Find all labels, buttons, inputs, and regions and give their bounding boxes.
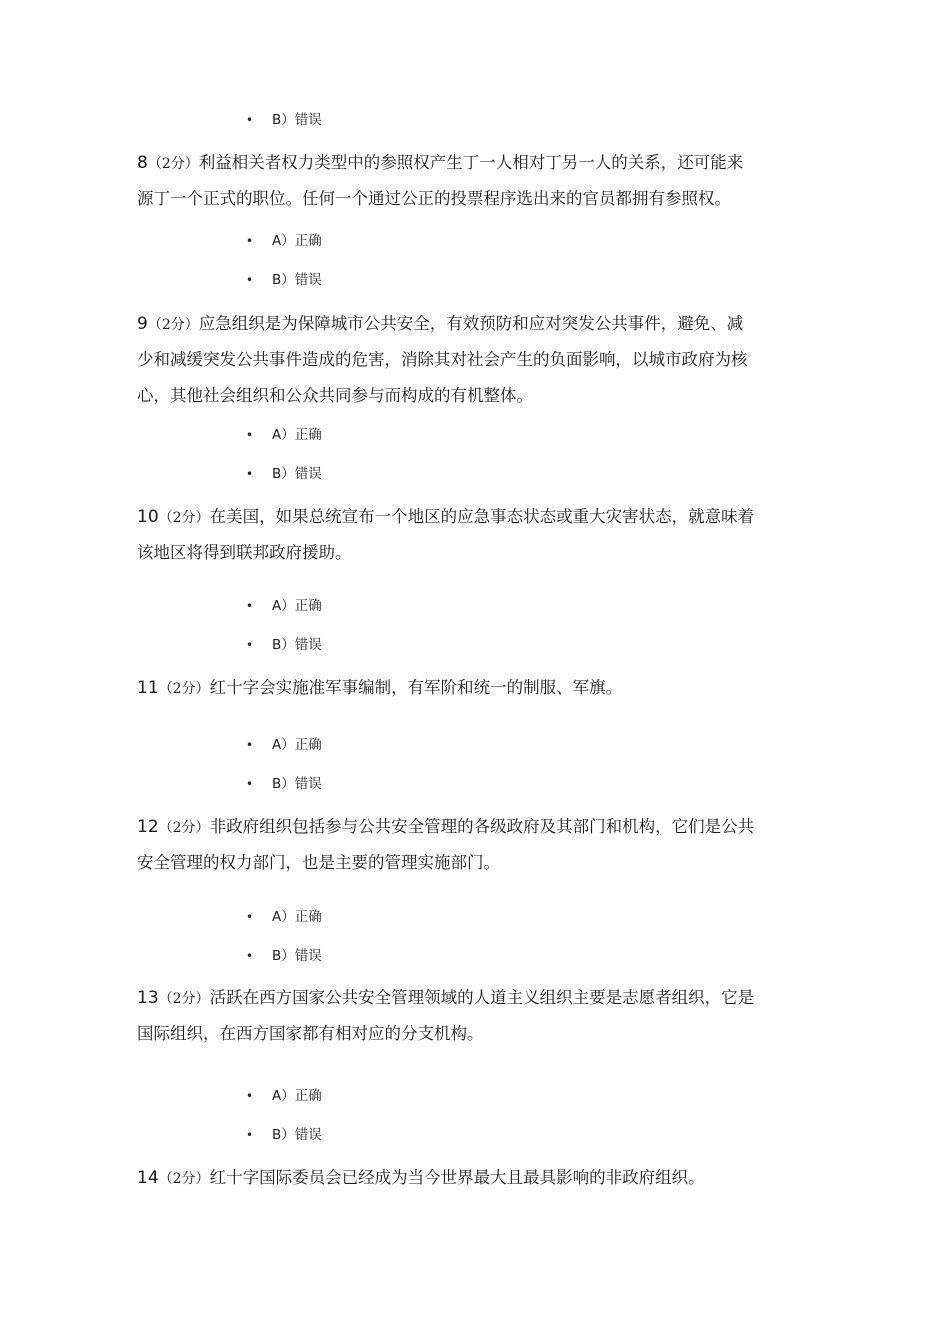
question-number: 13 — [137, 988, 159, 1008]
question-text-line: 在美国，如果总统宣布一个地区的应急事态状态或重大灾害状态，就意味着 — [209, 507, 755, 526]
bullet-icon: • — [246, 1128, 254, 1142]
q8-option-a[interactable] — [246, 232, 322, 250]
question-14 — [137, 1168, 817, 1204]
q7-option-b[interactable] — [246, 111, 322, 129]
bullet-icon: • — [246, 599, 254, 613]
option-label: B）错误 — [272, 776, 322, 792]
bullet-icon: • — [246, 234, 254, 248]
question-points: （2分） — [158, 510, 210, 526]
option-label: A）正确 — [272, 1088, 322, 1104]
question-number: 11 — [137, 678, 159, 698]
bullet-icon: • — [246, 777, 254, 791]
question-text-line: 心，其他社会组织和公众共同参与而构成的有机整体。 — [137, 386, 533, 405]
question-number: 14 — [137, 1168, 159, 1188]
question-text-line: 国际组织，在西方国家都有相对应的分支机构。 — [137, 1024, 484, 1043]
q10-option-a[interactable] — [246, 597, 322, 615]
option-label: B）错误 — [272, 272, 322, 288]
question-text-line: 红十字会实施准军事编制，有军阶和统一的制服、军旗。 — [209, 678, 623, 697]
question-text-line: 少和减缓突发公共事件造成的危害，消除其对社会产生的负面影响，以城市政府为核 — [137, 350, 748, 369]
question-points: （2分） — [158, 681, 210, 697]
bullet-icon: • — [246, 910, 254, 924]
question-number: 12 — [137, 817, 159, 837]
bullet-icon: • — [246, 428, 254, 442]
question-11 — [137, 678, 817, 714]
question-text-line: 非政府组织包括参与公共安全管理的各级政府及其部门和机构，它们是公共 — [209, 817, 755, 836]
question-text-line: 活跃在西方国家公共安全管理领域的人道主义组织主要是志愿者组织，它是 — [209, 988, 755, 1007]
bullet-icon: • — [246, 467, 254, 481]
option-label: A）正确 — [272, 737, 322, 753]
bullet-icon: • — [246, 1089, 254, 1103]
q9-option-b[interactable] — [246, 465, 322, 483]
q9-option-a[interactable] — [246, 426, 322, 444]
q12-option-b[interactable] — [246, 947, 322, 965]
question-text-line: 安全管理的权力部门，也是主要的管理实施部门。 — [137, 853, 500, 872]
question-text-line: 应急组织是为保障城市公共安全，有效预防和应对突发公共事件，避免、减 — [198, 314, 744, 333]
option-label: B）错误 — [272, 112, 322, 128]
question-8 — [137, 153, 817, 225]
option-label: A）正确 — [272, 427, 322, 443]
q10-option-b[interactable] — [246, 636, 322, 654]
question-points: （2分） — [147, 317, 199, 333]
option-label: B）错误 — [272, 466, 322, 482]
bullet-icon: • — [246, 273, 254, 287]
question-number: 8 — [137, 153, 148, 173]
q11-option-a[interactable] — [246, 736, 322, 754]
question-text-line: 该地区将得到联邦政府援助。 — [137, 543, 352, 562]
question-text-line: 利益相关者权力类型中的参照权产生丁一人相对丁另一人的关系，还可能来 — [198, 153, 744, 172]
question-points: （2分） — [158, 1171, 210, 1187]
q13-option-a[interactable] — [246, 1087, 322, 1105]
bullet-icon: • — [246, 738, 254, 752]
option-label: B）错误 — [272, 948, 322, 964]
question-text-line: 红十字国际委员会已经成为当今世界最大且最具影响的非政府组织。 — [209, 1168, 705, 1187]
question-points: （2分） — [158, 820, 210, 836]
option-label: A）正确 — [272, 233, 322, 249]
question-9 — [137, 314, 817, 422]
q12-option-a[interactable] — [246, 908, 322, 926]
question-number: 9 — [137, 314, 148, 334]
bullet-icon: • — [246, 638, 254, 652]
bullet-icon: • — [246, 113, 254, 127]
option-label: B）错误 — [272, 637, 322, 653]
bullet-icon: • — [246, 949, 254, 963]
question-number: 10 — [137, 507, 159, 527]
question-points: （2分） — [158, 991, 210, 1007]
option-label: A）正确 — [272, 598, 322, 614]
option-label: A）正确 — [272, 909, 322, 925]
question-13 — [137, 988, 817, 1060]
q13-option-b[interactable] — [246, 1126, 322, 1144]
q11-option-b[interactable] — [246, 775, 322, 793]
question-text-line: 源丁一个正式的职位。任何一个通过公正的投票程序选出来的官员都拥有参照权。 — [137, 189, 731, 208]
question-12 — [137, 817, 817, 889]
question-10 — [137, 507, 817, 579]
option-label: B）错误 — [272, 1127, 322, 1143]
question-points: （2分） — [147, 156, 199, 172]
q8-option-b[interactable] — [246, 271, 322, 289]
